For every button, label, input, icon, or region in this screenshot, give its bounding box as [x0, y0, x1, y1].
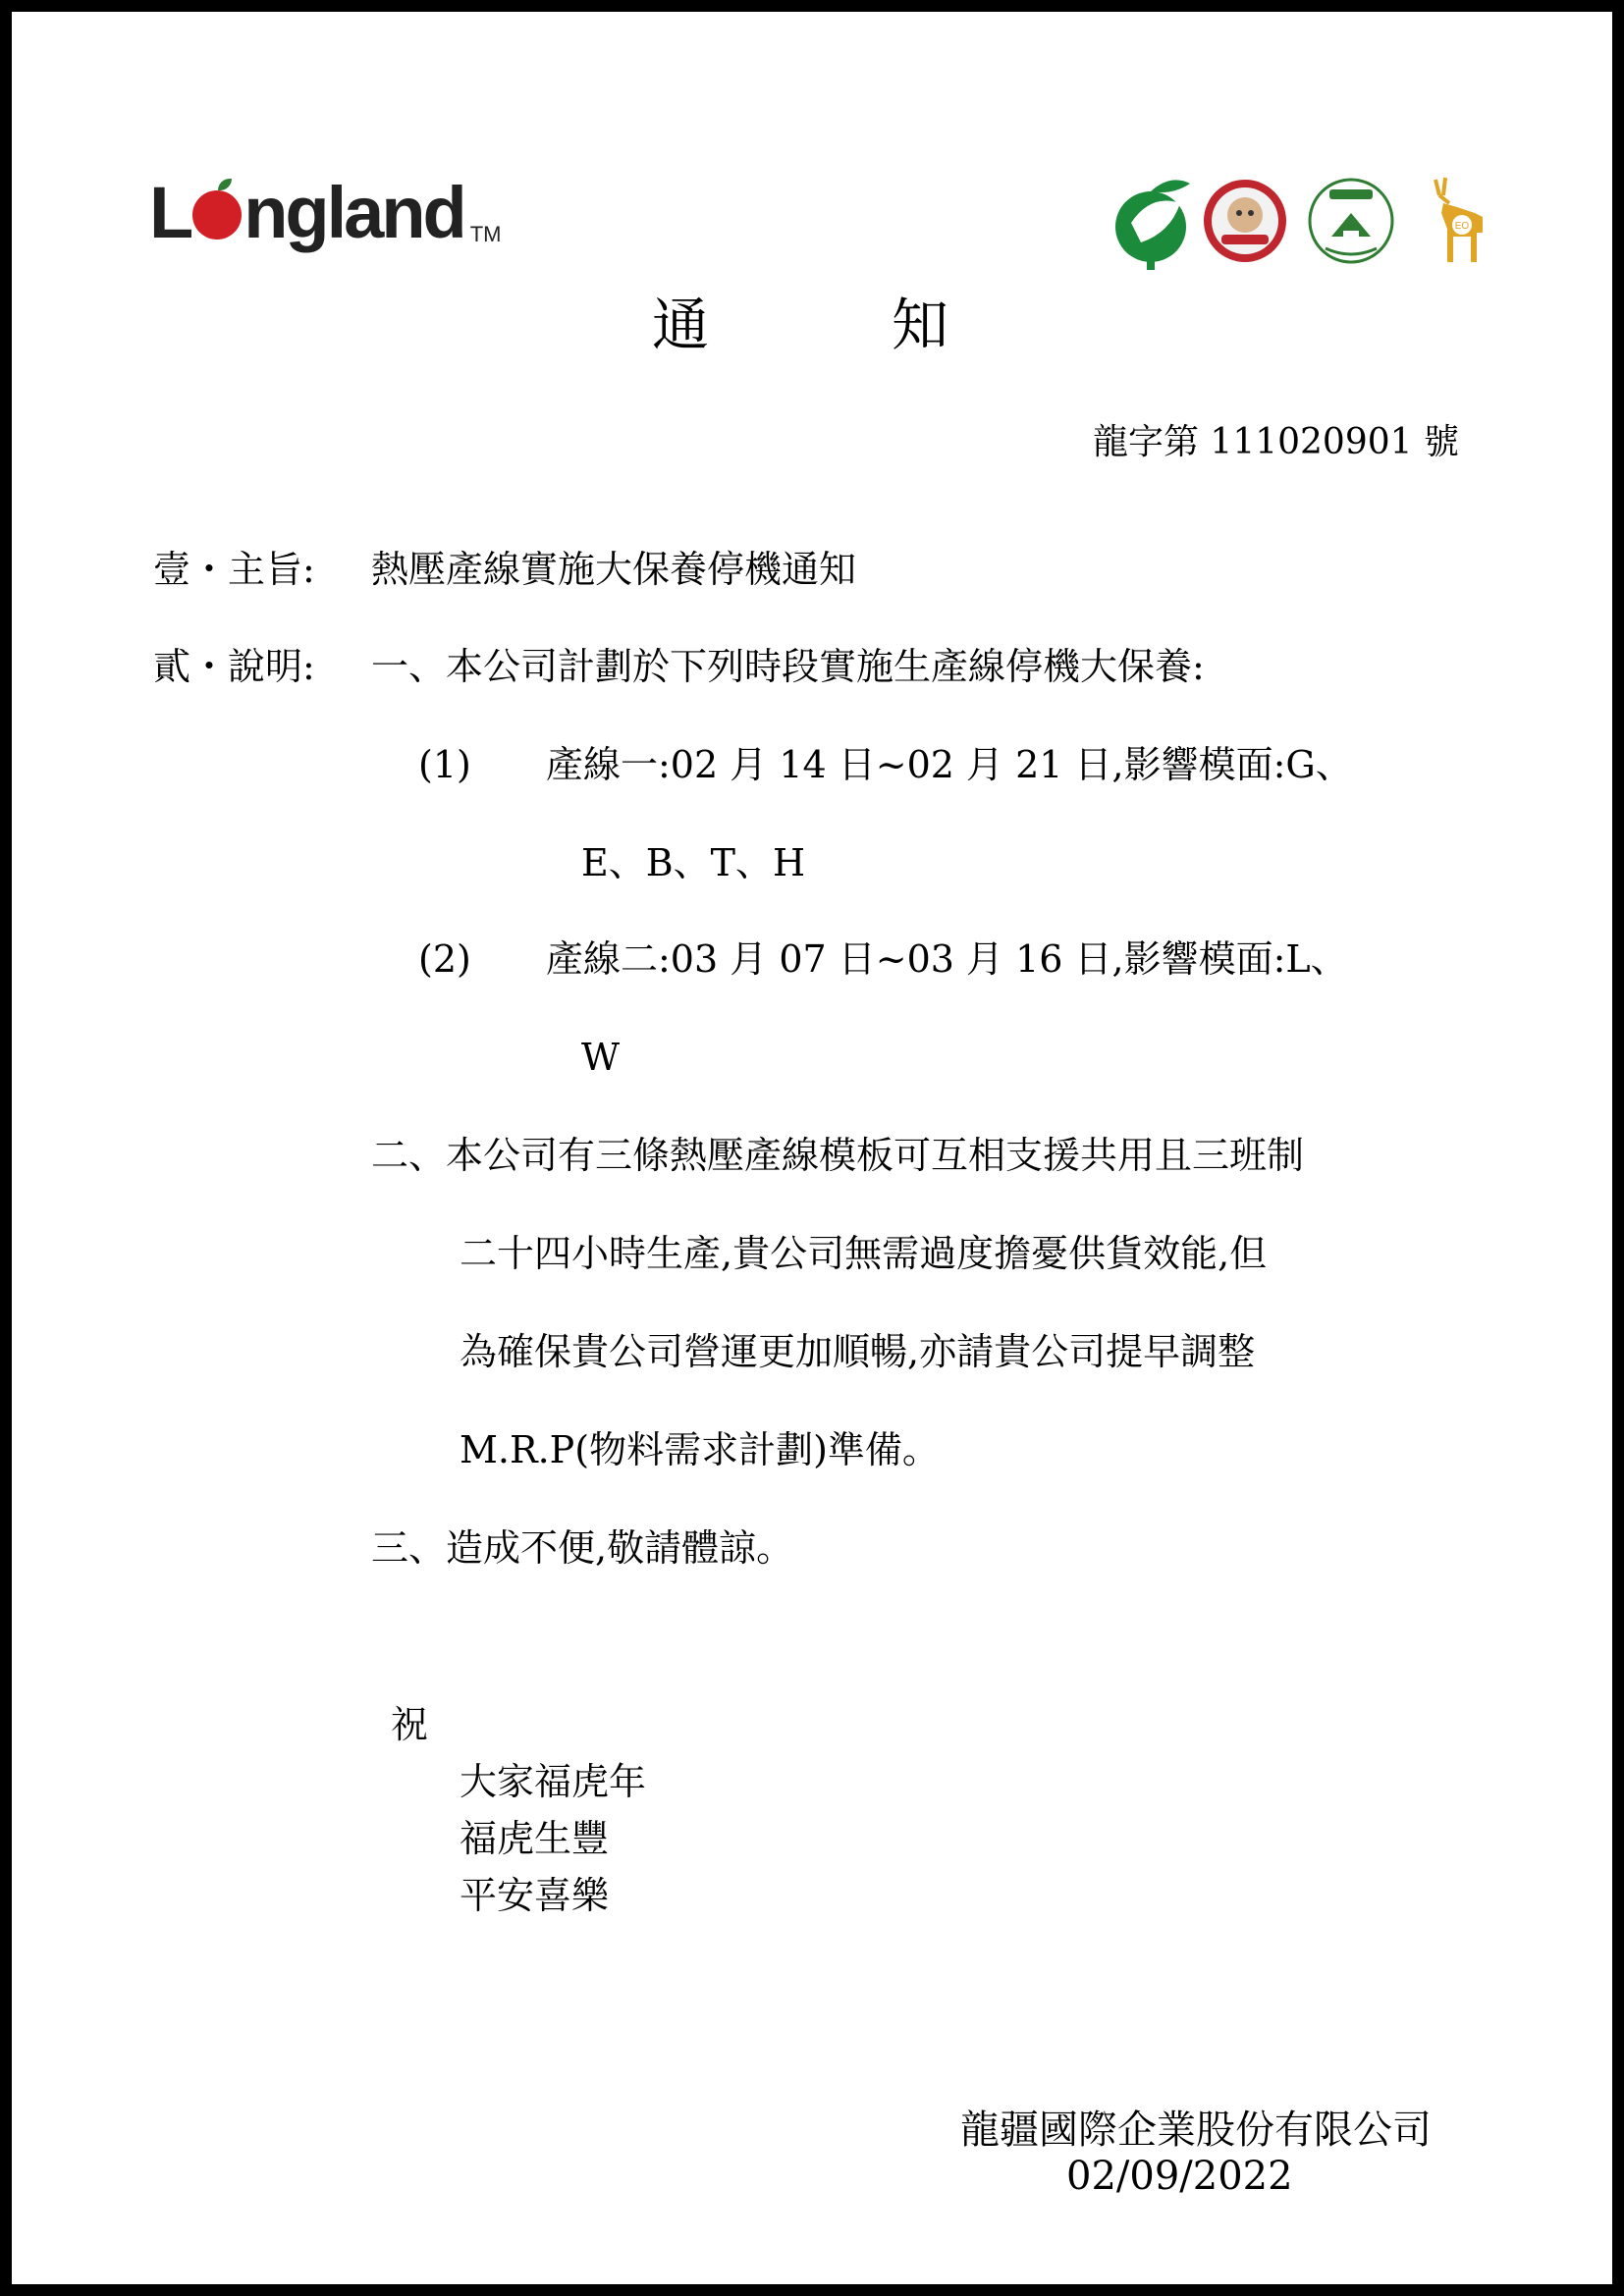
- closing-wish: 祝: [391, 1703, 429, 1746]
- closing-line: 大家福虎年: [460, 1760, 647, 1803]
- description-item-3: 三、造成不便,敬請體諒。: [371, 1526, 794, 1570]
- description-item-2-line: 二十四小時生產,貴公司無需過度擔憂供貨效能,但: [460, 1232, 1268, 1275]
- green-building-material-mark-icon: [1306, 174, 1396, 272]
- description-item-2-line: M.R.P(物料需求計劃)準備。: [460, 1428, 940, 1471]
- reference-number: 龍字第 111020901 號: [1092, 422, 1459, 462]
- schedule-no: (2): [418, 937, 471, 981]
- deer-eo-mark-icon: [1414, 174, 1504, 272]
- apple-icon: [192, 190, 242, 240]
- svg-text:EO: EO: [1454, 221, 1470, 232]
- schedule-no: (1): [418, 743, 471, 786]
- schedule-line-cont: W: [581, 1036, 621, 1079]
- closing-line: 平安喜樂: [460, 1874, 610, 1917]
- document-date: 02/09/2022: [1066, 2154, 1293, 2199]
- subject-label: 壹・主旨:: [153, 548, 315, 591]
- green-leaf-mark-icon: [1111, 174, 1202, 272]
- description-label: 貳・說明:: [153, 645, 315, 688]
- subject-text: 熱壓產線實施大保養停機通知: [371, 548, 857, 591]
- schedule-line: 產線一:02 月 14 日~02 月 21 日,影響模面:G、: [546, 743, 1353, 786]
- closing-line: 福虎生豐: [460, 1817, 610, 1860]
- longland-logo: L ngland TM: [149, 172, 502, 253]
- antibacterial-mark-icon: [1200, 174, 1290, 272]
- page-title: 通 知: [652, 292, 949, 358]
- description-item-2-line: 二、本公司有三條熱壓產線模板可互相支援共用且三班制: [371, 1134, 1305, 1177]
- description-item-2-line: 為確保貴公司營運更加順暢,亦請貴公司提早調整: [460, 1330, 1256, 1373]
- company-name: 龍疆國際企業股份有限公司: [960, 2108, 1432, 2153]
- description-item-1: 一、本公司計劃於下列時段實施生產線停機大保養:: [371, 645, 1205, 688]
- schedule-line: 產線二:03 月 07 日~03 月 16 日,影響模面:L、: [546, 937, 1348, 981]
- schedule-line-cont: E、B、T、H: [581, 841, 806, 884]
